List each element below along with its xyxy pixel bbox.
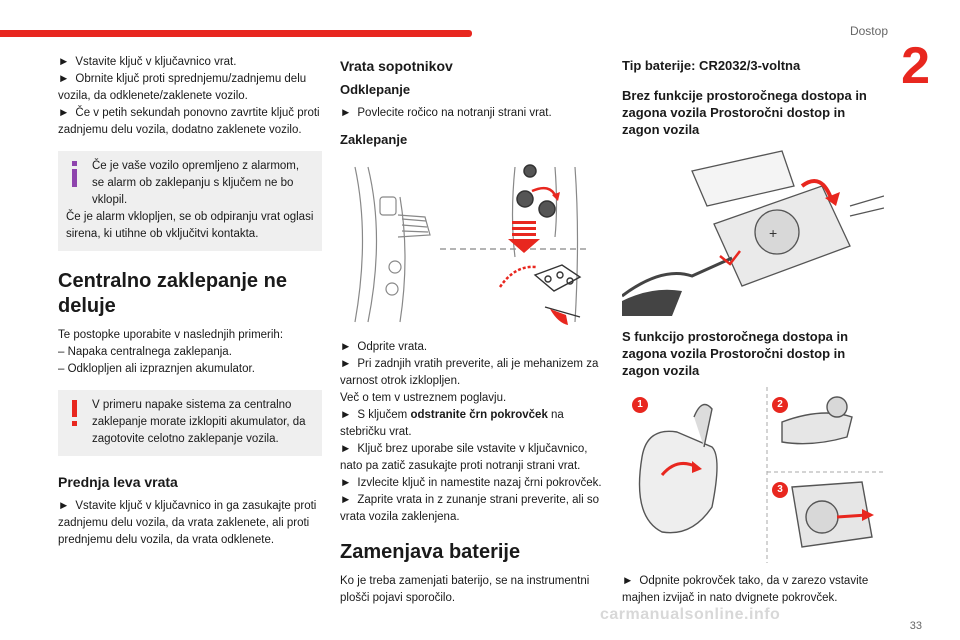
column-2: [340, 54, 605, 607]
arrow-icon: ►: [58, 56, 70, 68]
step: ► Odpnite pokrovček tako, da v zarezo vstavite majhen izvijač in nato dvignete pokrovček.: [622, 575, 869, 604]
keyless-battery-illustration: [622, 387, 884, 563]
info-icon: [68, 161, 82, 187]
arrow-icon: ►: [340, 494, 352, 506]
arrow-icon: ►: [58, 500, 70, 512]
door-lock-illustration: [340, 157, 590, 329]
warning-note-text: V primeru napake sistema za centralno zaklepanje morate izklopiti akumulator, da zagotovite celotno zaklepanje vozila.: [92, 399, 306, 445]
step: ► Povlecite ročico na notranji strani vrat.: [340, 107, 552, 119]
svg-text:+: +: [769, 225, 778, 241]
column-3: [622, 54, 884, 607]
arrow-icon: ►: [58, 73, 70, 85]
key-battery-illustration: [622, 146, 884, 316]
chapter-number: 2: [901, 37, 930, 95]
step-badge: 2: [772, 397, 788, 413]
step: ► S ključem odstranite črn pokrovček na stebričku vrat.: [340, 409, 564, 438]
watermark: carmanualsonline.info: [600, 606, 781, 623]
section-heading: Vrata sopotnikov: [340, 58, 453, 74]
info-note: [58, 151, 322, 251]
header-accent-bar: [0, 30, 472, 37]
step: ► Vstavite ključ v ključavnico vrat.: [58, 56, 237, 68]
arrow-icon: ►: [622, 575, 634, 587]
case-item: – Napaka centralnega zaklepanja.: [58, 346, 232, 358]
door-lock-drawing: [340, 157, 590, 329]
section-heading: Zamenjava baterije: [340, 541, 521, 563]
arrow-icon: ►: [340, 107, 352, 119]
subsection-heading: S funkcijo prostoročnega dostopa in zagona vozila Prostoročni dostop in zagon vozila: [622, 329, 849, 378]
step: ► Vstavite ključ v ključavnico in ga zasukajte proti zadnjemu delu vozila, da vrata zaklenete, ali proti prednjemu delu vozila, da vrata odklenete.: [58, 500, 317, 546]
step: ► Obrnite ključ proti sprednjemu/zadnjemu delu vozila, da odklenete/zaklenete vozilo.: [58, 73, 307, 102]
intro-text: Ko je treba zamenjati baterijo, se na instrumentni plošči pojavi sporočilo.: [340, 575, 590, 604]
case-item: – Odklopljen ali izpraznjen akumulator.: [58, 363, 255, 375]
step-badge: 3: [772, 482, 788, 498]
section-heading: Centralno zaklepanje ne deluje: [58, 270, 287, 317]
page-number: 33: [909, 620, 922, 632]
arrow-icon: ►: [340, 358, 352, 370]
step: ► Odprite vrata.: [340, 341, 428, 353]
subsection-heading: Brez funkcije prostoročnega dostopa in zagona vozila Prostoročni dostop in zagon vozila: [622, 88, 867, 137]
keyless-battery-drawing: [622, 387, 884, 563]
column-1: [58, 54, 322, 549]
arrow-icon: ►: [340, 443, 352, 455]
subsection-heading: Odklepanje: [340, 82, 411, 97]
warning-icon: [68, 400, 82, 426]
arrow-icon: ►: [58, 107, 70, 119]
step-badge: 1: [632, 397, 648, 413]
step: ► Zaprite vrata in z zunanje strani preverite, ali so vrata vozila zaklenjena.: [340, 494, 600, 523]
section-title: Dostop: [849, 24, 888, 38]
arrow-icon: ►: [340, 409, 352, 421]
step-note: Več o tem v ustreznem poglavju.: [340, 392, 507, 404]
intro-text: Te postopke uporabite v naslednjih primerih:: [58, 329, 284, 341]
step: ► Če v petih sekundah ponovno zavrtite ključ proti zadnjemu delu vozila, dodatno zaklenete vozilo.: [58, 107, 320, 136]
arrow-icon: ►: [340, 341, 352, 353]
arrow-icon: ►: [340, 477, 352, 489]
step: ► Ključ brez uporabe sile vstavite v ključavnico, nato pa zatič zasukajte proti notranji strani vrat.: [340, 443, 588, 472]
subsection-heading: Prednja leva vrata: [58, 474, 178, 490]
info-note-text: Če je alarm vklopljen, se ob odpiranju vrat oglasi sirena, ki utihne ob vključitvi kontakta.: [66, 211, 314, 240]
info-note-text: Če je vaše vozilo opremljeno z alarmom, se alarm ob zaklepanju s ključem ne bo vklopil.: [92, 160, 300, 206]
step: ► Izvlecite ključ in namestite nazaj črni pokrovček.: [340, 477, 602, 489]
battery-type: Tip baterije: CR2032/3-voltna: [622, 58, 801, 73]
step: ► Pri zadnjih vratih preverite, ali je mehanizem za varnost otrok izklopljen.: [340, 358, 599, 387]
subsection-heading: Zaklepanje: [340, 132, 408, 147]
key-battery-drawing: [622, 146, 884, 316]
warning-note: [58, 390, 322, 456]
